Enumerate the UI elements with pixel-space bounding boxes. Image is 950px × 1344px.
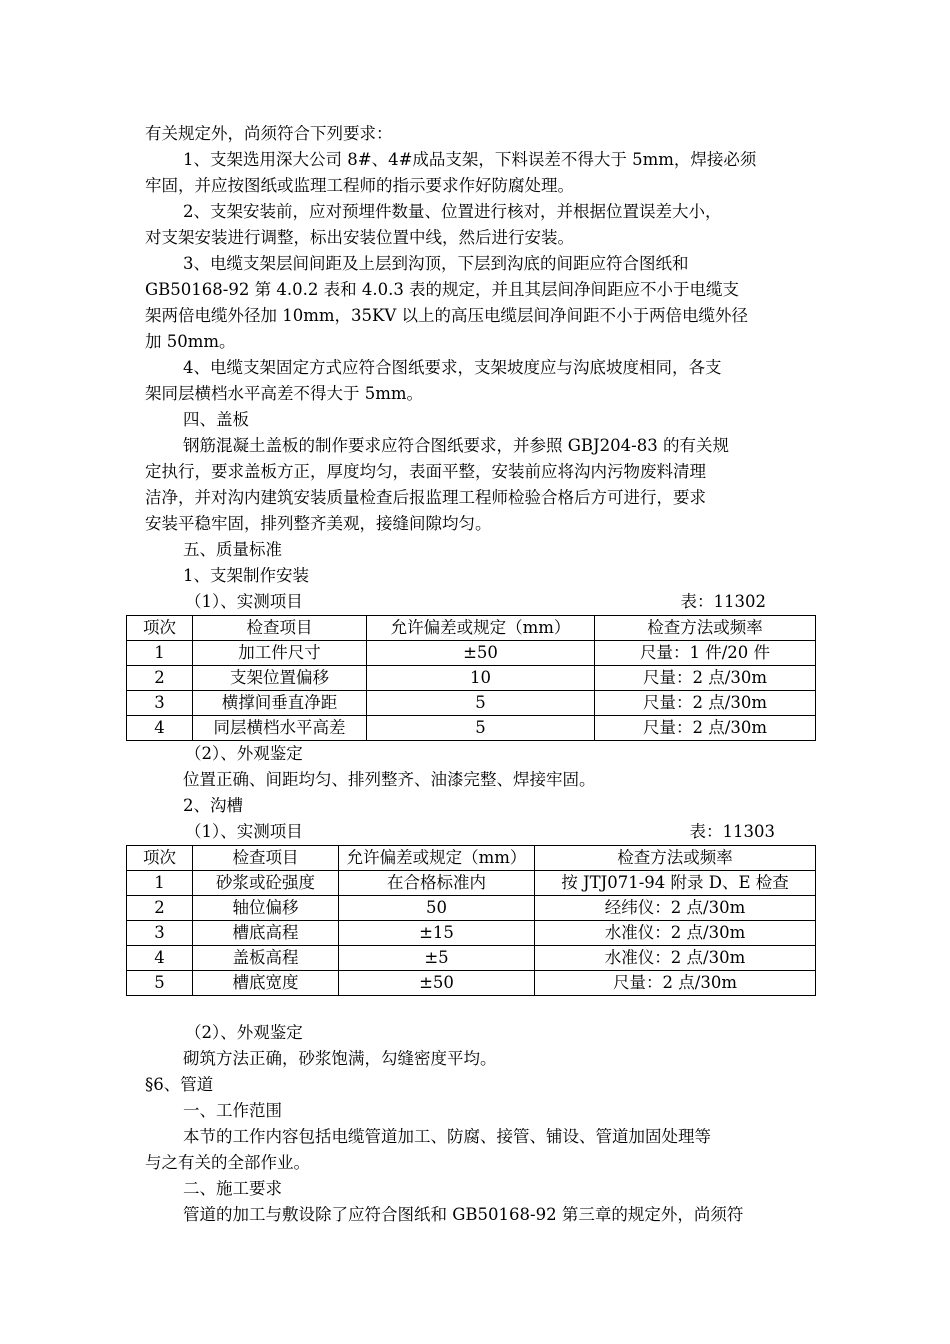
paragraph-line: 一、工作范围 <box>183 1101 282 1120</box>
table-cell: 5 <box>127 971 193 996</box>
paragraphs-top <box>145 121 810 589</box>
table-cell: 在合格标准内 <box>339 871 535 896</box>
paragraph-line: 安装平稳牢固，排列整齐美观，接缝间隙均匀。 <box>145 514 492 533</box>
paragraph-line: 砌筑方法正确，砂浆饱满，勾缝密度平均。 <box>183 1049 497 1068</box>
table2-header-cell: 项次 <box>127 846 193 871</box>
table-cell: 5 <box>367 691 595 716</box>
table-cell: ±50 <box>367 641 595 666</box>
paragraph-line: 加 50mm。 <box>145 332 236 351</box>
table-cell: 加工件尺寸 <box>193 641 367 666</box>
table-row <box>127 921 816 946</box>
paragraphs-mid <box>145 741 810 819</box>
table-cell: 砂浆或砼强度 <box>193 871 339 896</box>
table-cell: 槽底宽度 <box>193 971 339 996</box>
paragraph-line: 4、电缆支架固定方式应符合图纸要求，支架坡度应与沟底坡度相同，各支 <box>183 358 722 377</box>
table1-header-cell: 允许偏差或规定（mm） <box>367 616 595 641</box>
table1-caption <box>145 589 810 615</box>
table1 <box>126 615 816 741</box>
table-cell: 尺量：2 点/30m <box>595 716 816 741</box>
table-cell: 尺量：2 点/30m <box>535 971 816 996</box>
table-row <box>127 946 816 971</box>
table2-header-cell: 允许偏差或规定（mm） <box>339 846 535 871</box>
paragraphs-bottom <box>145 1020 810 1228</box>
table-cell: 同层横档水平高差 <box>193 716 367 741</box>
table2-caption-right: 表：11303 <box>689 822 775 841</box>
table-cell: 经纬仪：2 点/30m <box>535 896 816 921</box>
table1-header-row <box>127 616 816 641</box>
table-cell: 4 <box>127 716 193 741</box>
table-row <box>127 896 816 921</box>
table-cell: 3 <box>127 921 193 946</box>
paragraph-line: （2）、外观鉴定 <box>185 744 303 763</box>
table-row <box>127 971 816 996</box>
table1-header-cell: 检查项目 <box>193 616 367 641</box>
table-cell: 50 <box>339 896 535 921</box>
paragraph-line: 1、支架选用深大公司 8#、4#成品支架，下料误差不得大于 5mm，焊接必须 <box>183 150 757 169</box>
table-cell: 4 <box>127 946 193 971</box>
paragraph-line: 2、支架安装前，应对预埋件数量、位置进行核对，并根据位置误差大小， <box>183 202 722 221</box>
table-cell: 横撑间垂直净距 <box>193 691 367 716</box>
table-row <box>127 871 816 896</box>
paragraph-line: 有关规定外，尚须符合下列要求： <box>145 124 393 143</box>
table-cell: 2 <box>127 666 193 691</box>
paragraph-line: 管道的加工与敷设除了应符合图纸和 GB50168-92 第三章的规定外，尚须符 <box>183 1205 744 1224</box>
table2-header-cell: 检查方法或频率 <box>535 846 816 871</box>
table-row <box>127 716 816 741</box>
table-cell: 尺量：2 点/30m <box>595 666 816 691</box>
table2-caption <box>145 819 810 845</box>
table-cell: 5 <box>367 716 595 741</box>
table-cell: 轴位偏移 <box>193 896 339 921</box>
paragraph-line: 3、电缆支架层间间距及上层到沟顶，下层到沟底的间距应符合图纸和 <box>183 254 689 273</box>
paragraph-line: 架同层横档水平高差不得大于 5mm。 <box>145 384 424 403</box>
paragraph-line: 洁净，并对沟内建筑安装质量检查后报监理工程师检验合格后方可进行，要求 <box>145 488 706 507</box>
table-row <box>127 641 816 666</box>
table-cell: ±50 <box>339 971 535 996</box>
table2-header-row <box>127 846 816 871</box>
paragraph-line: 2、沟槽 <box>183 796 243 815</box>
paragraph-line: 五、质量标准 <box>183 540 282 559</box>
table-row <box>127 666 816 691</box>
paragraph-line: GB50168-92 第 4.0.2 表和 4.0.3 表的规定，并且其层间净间距应不小于电缆支 <box>145 280 740 299</box>
table1-caption-left: （1）、实测项目 <box>185 592 303 611</box>
table2-caption-left: （1）、实测项目 <box>185 822 303 841</box>
paragraph-line: 与之有关的全部作业。 <box>145 1153 310 1172</box>
table2 <box>126 845 816 996</box>
table-cell: 水准仪：2 点/30m <box>535 946 816 971</box>
paragraph-line: （2）、外观鉴定 <box>185 1023 303 1042</box>
table-cell: ±15 <box>339 921 535 946</box>
table1-caption-right: 表：11302 <box>680 592 766 611</box>
paragraph-line: 1、支架制作安装 <box>183 566 309 585</box>
table2-header-cell: 检查项目 <box>193 846 339 871</box>
table-cell: 2 <box>127 896 193 921</box>
table1-header-cell: 项次 <box>127 616 193 641</box>
table-cell: 支架位置偏移 <box>193 666 367 691</box>
table-cell: 尺量：1 件/20 件 <box>595 641 816 666</box>
paragraph-line: 本节的工作内容包括电缆管道加工、防腐、接管、铺设、管道加固处理等 <box>183 1127 711 1146</box>
table-cell: 盖板高程 <box>193 946 339 971</box>
paragraph-line: 牢固，并应按图纸或监理工程师的指示要求作好防腐处理。 <box>145 176 574 195</box>
spacer <box>145 996 810 1020</box>
table1-header-cell: 检查方法或频率 <box>595 616 816 641</box>
table-cell: 1 <box>127 871 193 896</box>
table-row <box>127 691 816 716</box>
table-cell: 10 <box>367 666 595 691</box>
table-cell: 尺量：2 点/30m <box>595 691 816 716</box>
paragraph-line: 位置正确、间距均匀、排列整齐、油漆完整、焊接牢固。 <box>183 770 596 789</box>
table-cell: ±5 <box>339 946 535 971</box>
paragraph-line: 对支架安装进行调整，标出安装位置中线，然后进行安装。 <box>145 228 574 247</box>
table-cell: 按 JTJ071-94 附录 D、E 检查 <box>535 871 816 896</box>
paragraph-line: 架两倍电缆外径加 10mm，35KV 以上的高压电缆层间净间距不小于两倍电缆外径 <box>145 306 749 325</box>
table-cell: 1 <box>127 641 193 666</box>
table-cell: 水准仪：2 点/30m <box>535 921 816 946</box>
table-cell: 槽底高程 <box>193 921 339 946</box>
paragraph-line: 二、施工要求 <box>183 1179 282 1198</box>
paragraph-line: 四、盖板 <box>183 410 249 429</box>
table1-body <box>127 641 816 741</box>
table2-body <box>127 871 816 996</box>
table-cell: 3 <box>127 691 193 716</box>
paragraph-line: 钢筋混凝土盖板的制作要求应符合图纸要求，并参照 GBJ204-83 的有关规 <box>183 436 729 455</box>
paragraph-line: 定执行，要求盖板方正，厚度均匀，表面平整，安装前应将沟内污物废料清理 <box>145 462 706 481</box>
document-page <box>145 121 810 1228</box>
paragraph-line: §6、管道 <box>145 1075 214 1094</box>
